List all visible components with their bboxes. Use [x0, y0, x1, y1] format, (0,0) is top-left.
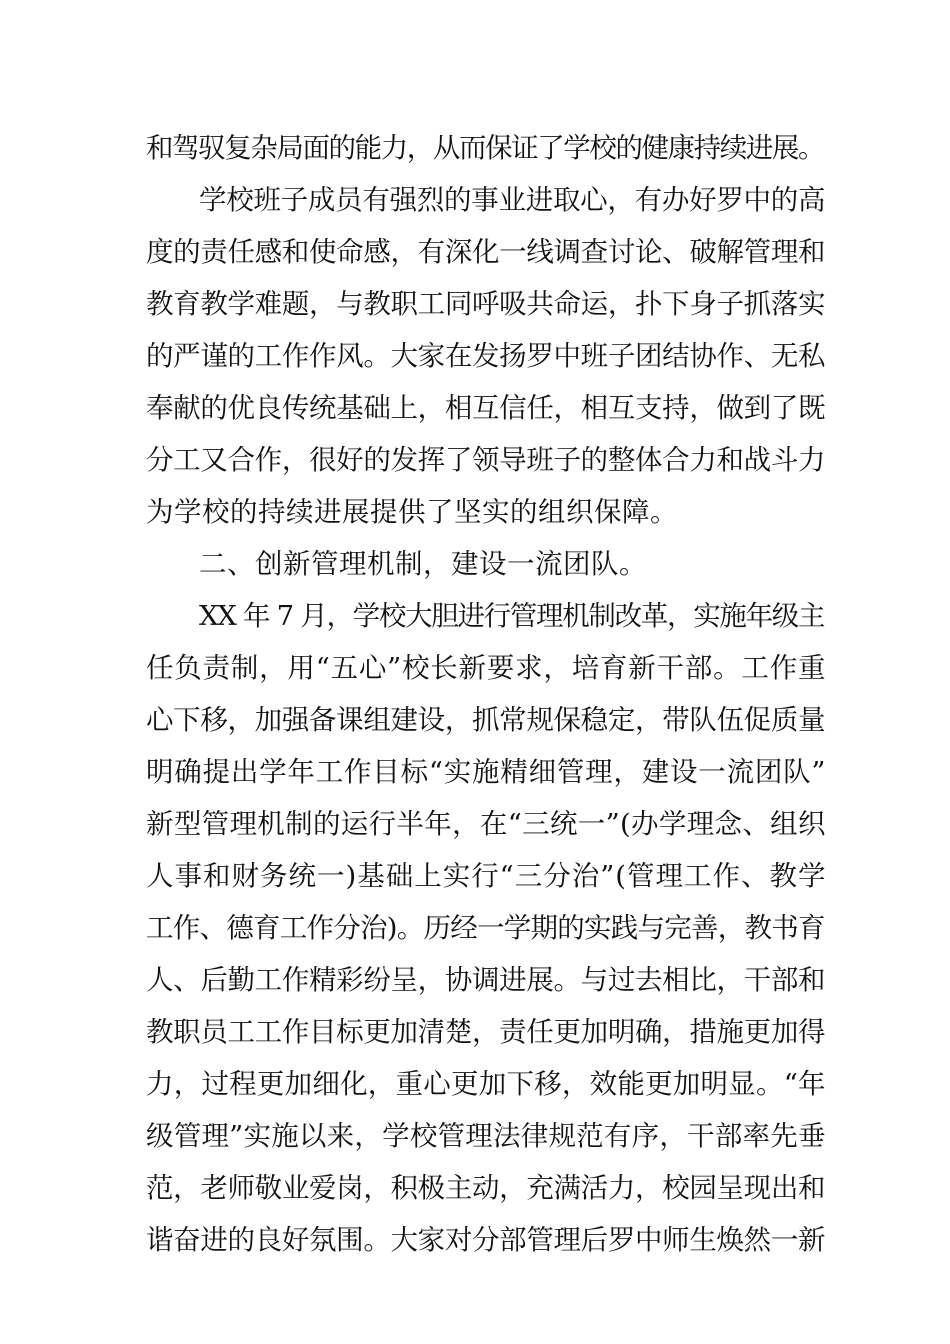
text-line: 级管理”实施以来，学校管理法律规范有序，干部率先垂: [146, 1120, 826, 1152]
text-line: 人事和财务统一)基础上实行“三分治”(管理工作、教学: [146, 860, 827, 892]
text-line: 为学校的持续进展提供了坚实的组织保障。: [146, 496, 678, 528]
text-line: 和驾驭复杂局面的能力，从而保证了学校的健康持续进展。: [146, 132, 825, 164]
text-line: 明确提出学年工作目标“实施精细管理，建设一流团队”: [146, 756, 827, 788]
text-line: 教育教学难题，与教职工同呼吸共命运，扑下身子抓落实: [146, 288, 826, 320]
text-line: 人、后勤工作精彩纷呈，协调进展。与过去相比，干部和: [146, 964, 826, 996]
text-line: 心下移，加强备课组建设，抓常规保稳定，带队伍促质量: [146, 704, 826, 736]
text-line: 谐奋进的良好氛围。大家对分部管理后罗中师生焕然一新: [146, 1224, 826, 1256]
text-line: 任负责制，用“五心”校长新要求，培育新干部。工作重: [146, 652, 827, 684]
text-line: 分工又合作，很好的发挥了领导班子的整体合力和战斗力: [146, 444, 826, 476]
text-line: 工作、德育工作分治)。历经一学期的实践与完善，教书育: [146, 912, 825, 944]
text-line: 范，老师敬业爱岗，积极主动，充满活力，校园呈现出和: [146, 1172, 826, 1204]
text-line: 的严谨的工作作风。大家在发扬罗中班子团结协作、无私: [146, 340, 826, 372]
text-line: 度的责任感和使命感，有深化一线调查讨论、破解管理和: [146, 236, 826, 268]
paragraph-first-line: XX 年 7 月，学校大胆进行管理机制改革，实施年级主: [199, 600, 825, 632]
section-heading: 二、创新管理机制，建设一流团队。: [199, 548, 647, 580]
text-line: 教职员工工作目标更加清楚，责任更加明确，措施更加得: [146, 1016, 826, 1048]
paragraph-first-line: 学校班子成员有强烈的事业进取心，有办好罗中的高: [199, 184, 826, 216]
text-line: 奉献的优良传统基础上，相互信任，相互支持，做到了既: [146, 392, 826, 424]
text-line: 力，过程更加细化，重心更加下移，效能更加明显。“年: [146, 1068, 826, 1100]
text-line: 新型管理机制的运行半年，在“三统一”(办学理念、组织: [146, 808, 826, 840]
